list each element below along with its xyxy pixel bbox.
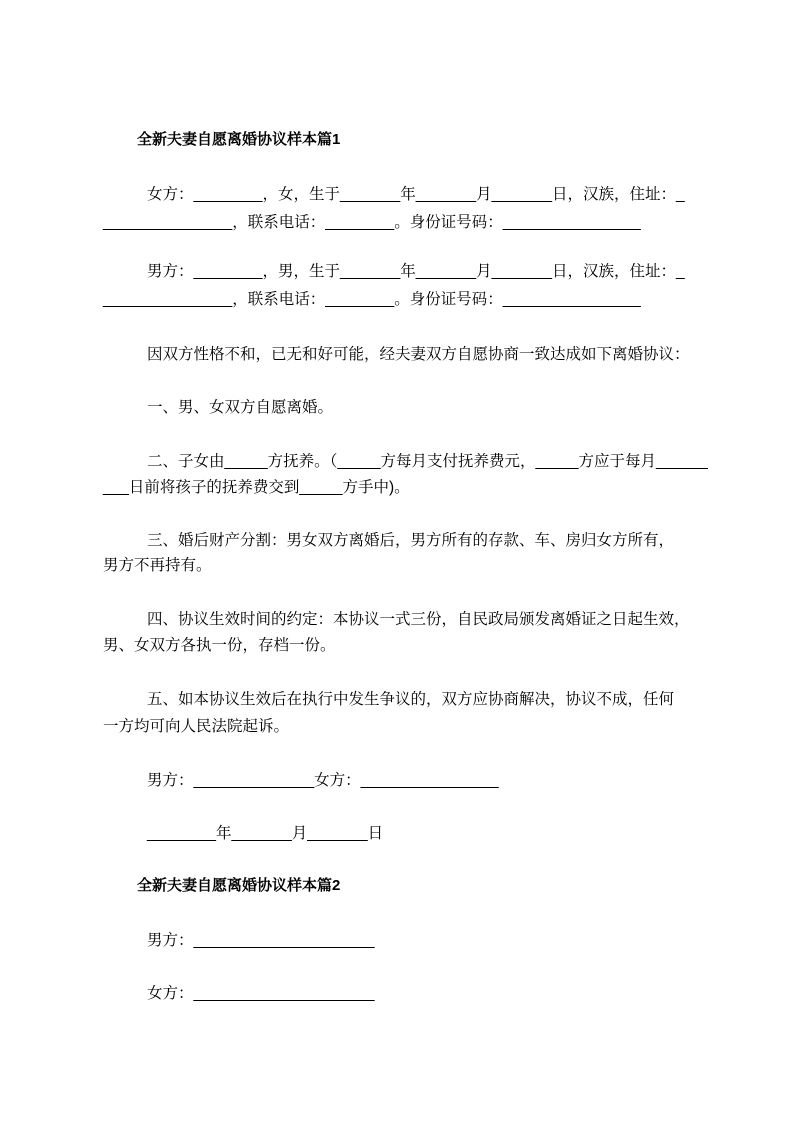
clause-line: 一、男、女双方自愿离婚。 (147, 399, 334, 416)
clause-line: 二、子女由_____方抚养。（_____方每月支付抚养费元，_____方应于每月______ (147, 453, 708, 470)
clause-line: ___日前将孩子的抚养费交到_____方手中)。 (103, 479, 410, 496)
wife-info-line: _______________，联系电话：________。身份证号码：________________ (103, 214, 641, 231)
signature-line: 男方：______________女方：________________ (147, 772, 499, 789)
husband-info-line: 男方：________，男，生于_______年_______月_______日，汉族，住址：_ (147, 263, 685, 280)
section2-title: 全新夫妻自愿离婚协议样本篇2 (137, 877, 341, 894)
husband-info-line: _______________，联系电话：________。身份证号码：________________ (103, 291, 641, 308)
clause-line: 三、婚后财产分割：男女双方离婚后，男方所有的存款、车、房归女方所有， (147, 532, 675, 549)
preamble-paragraph: 因双方性格不和，已无和好可能，经夫妻双方自愿协商一致达成如下离婚协议： (147, 346, 690, 363)
clause-line: 一方均可向人民法院起诉。 (103, 718, 290, 735)
clause-line: 五、如本协议生效后在执行中发生争议的，双方应协商解决，协议不成，任何 (147, 691, 675, 708)
clause-line: 男方不再持有。 (103, 557, 212, 574)
section1-title: 全新夫妻自愿离婚协议样本篇1 (137, 131, 341, 148)
wife-signature-line: 女方：_____________________ (147, 985, 375, 1002)
wife-info-line: 女方：________，女，生于_______年_______月_______日，汉族，住址：_ (147, 186, 685, 203)
date-line: ________年_______月_______日 (147, 825, 384, 842)
clause-line: 四、协议生效时间的约定：本协议一式三份，自民政局颁发离婚证之日起生效， (147, 611, 690, 628)
husband-signature-line: 男方：_____________________ (147, 932, 375, 949)
clause-line: 男、女双方各执一份，存档一份。 (103, 637, 336, 654)
